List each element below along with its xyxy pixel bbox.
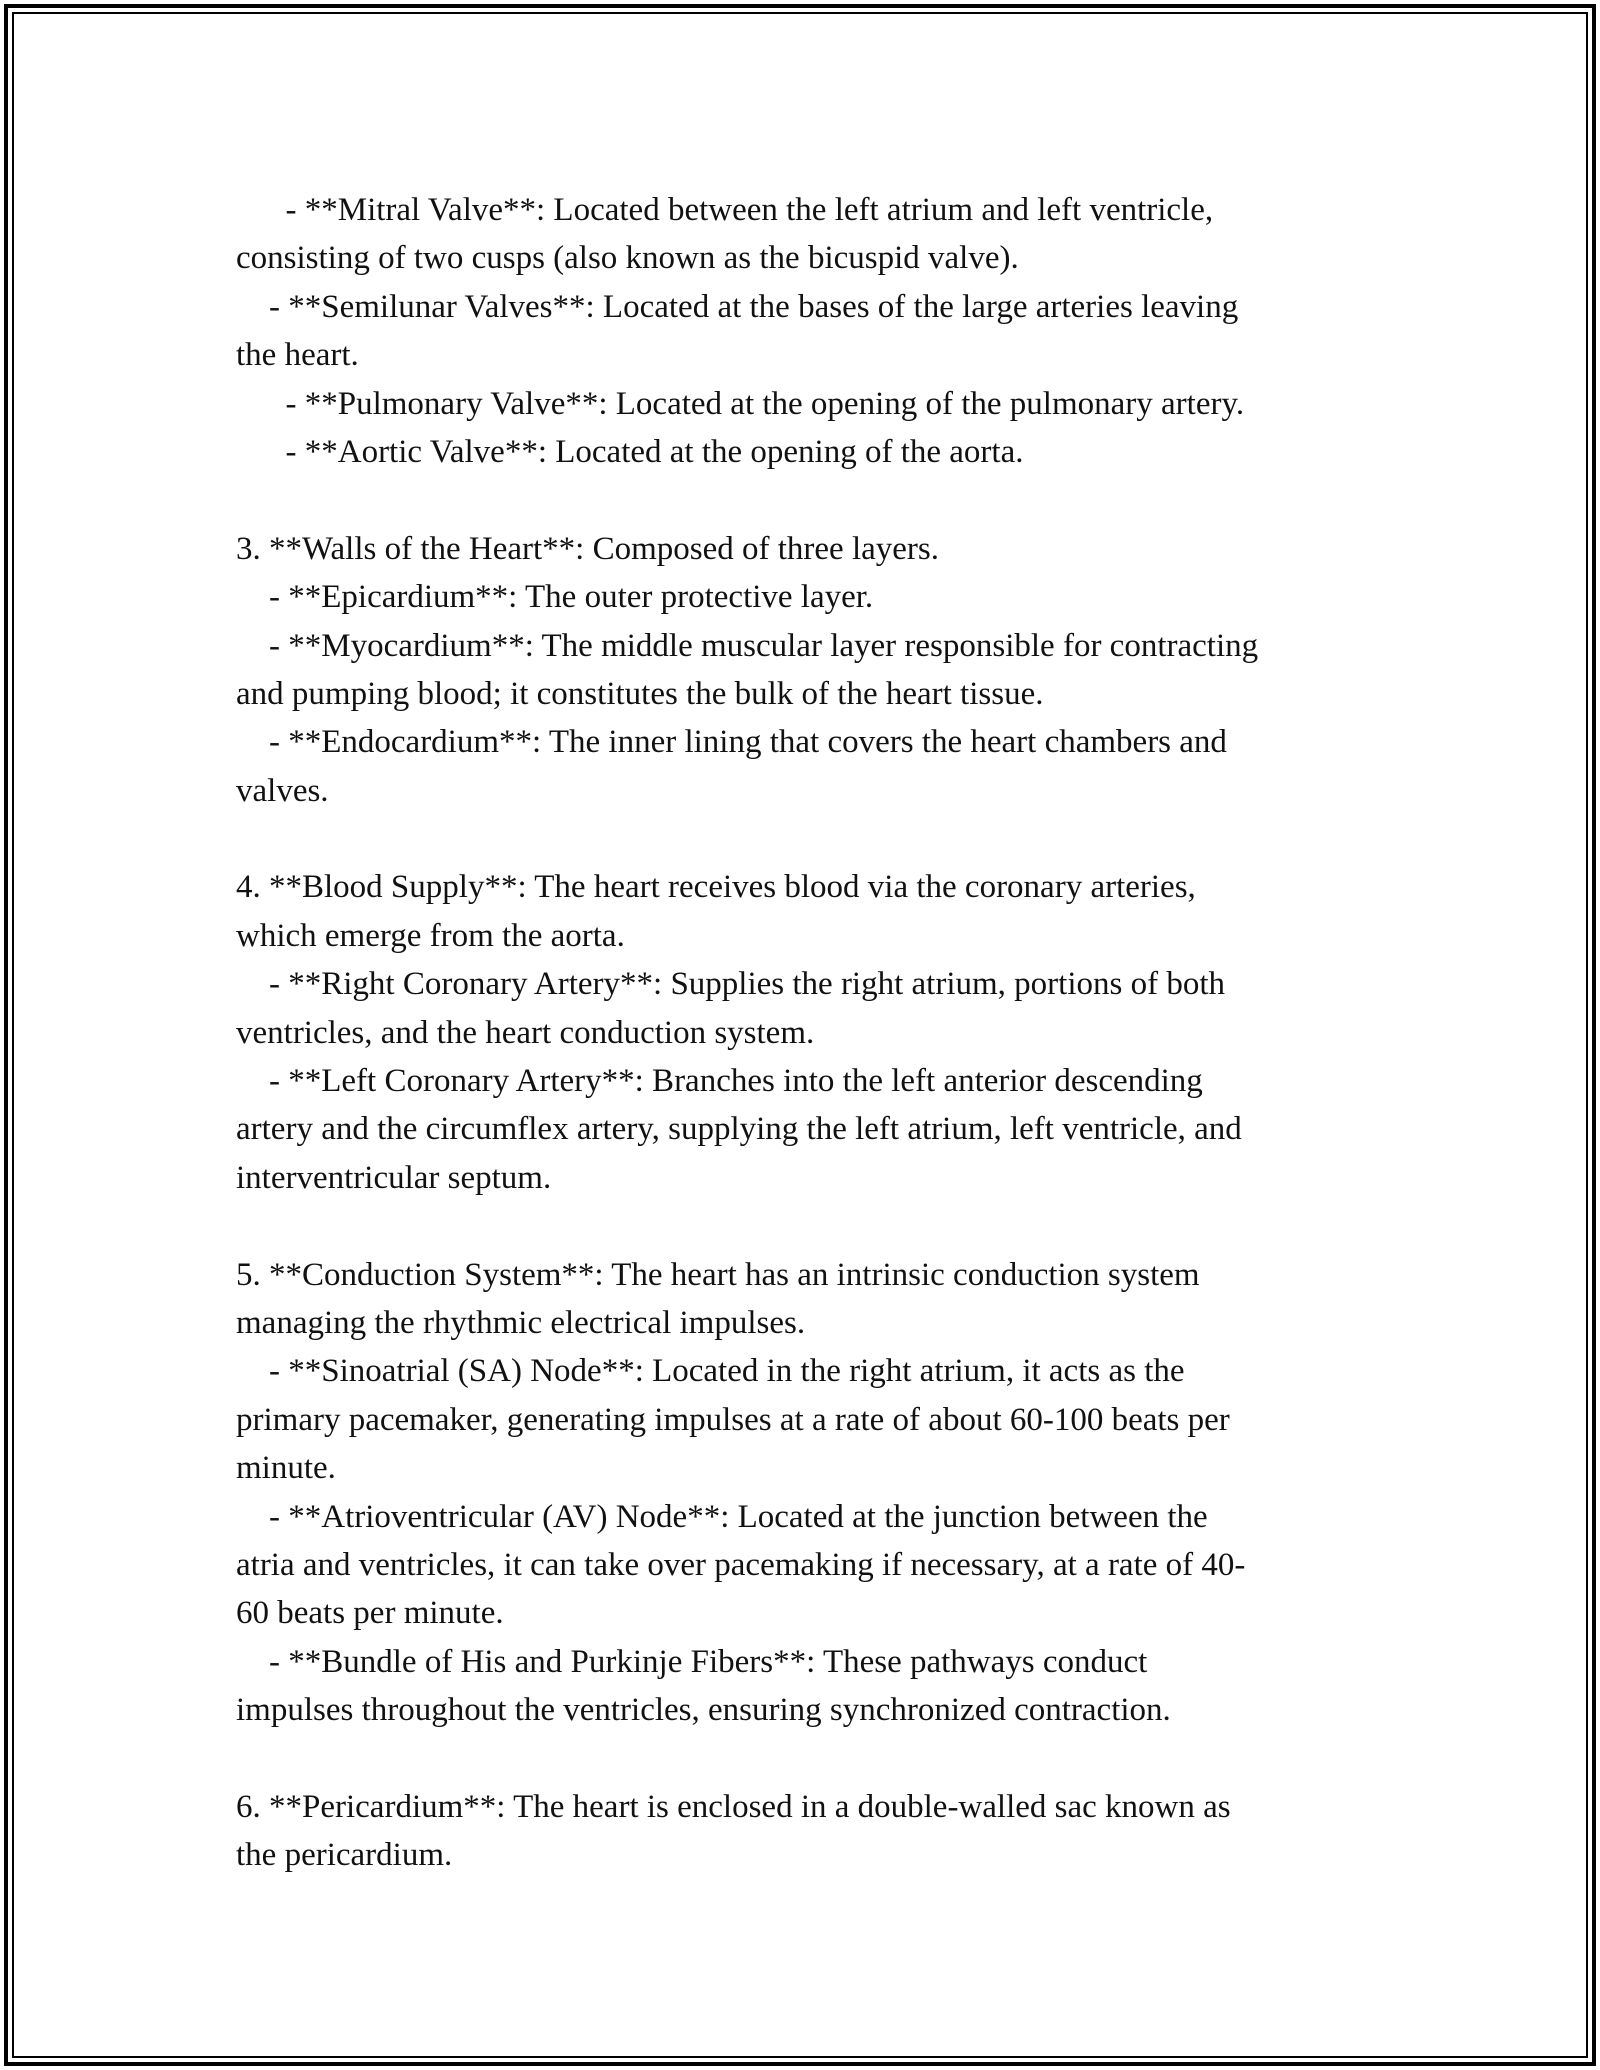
text-line: 6. **Pericardium**: The heart is enclosed in a double-walled sac known as (236, 1788, 1231, 1825)
text-line: managing the rhythmic electrical impulses. (236, 1304, 806, 1341)
text-line: artery and the circumflex artery, supplying the left atrium, left ventricle, and (236, 1111, 1242, 1148)
text-line: interventricular septum. (236, 1159, 552, 1196)
text-line: - **Bundle of His and Purkinje Fibers**: These pathways conduct (236, 1643, 1148, 1680)
text-line: - **Epicardium**: The outer protective layer. (236, 579, 874, 616)
text-line: 5. **Conduction System**: The heart has an intrinsic conduction system (236, 1256, 1200, 1293)
text-line: and pumping blood; it constitutes the bulk of the heart tissue. (236, 675, 1044, 712)
text-line: which emerge from the aorta. (236, 917, 625, 954)
text-line: impulses throughout the ventricles, ensuring synchronized contraction. (236, 1692, 1171, 1729)
text-line: - **Endocardium**: The inner lining that covers the heart chambers and (236, 724, 1227, 761)
text-line: ventricles, and the heart conduction system. (236, 1014, 815, 1051)
text-line: consisting of two cusps (also known as the bicuspid valve). (236, 240, 1019, 277)
text-line: valves. (236, 772, 329, 809)
text-line: - **Mitral Valve**: Located between the left atrium and left ventricle, (236, 192, 1214, 228)
text-line: minute. (236, 1450, 336, 1487)
text-line: primary pacemaker, generating impulses at a rate of about 60-100 beats per (236, 1401, 1230, 1438)
text-line: 4. **Blood Supply**: The heart receives blood via the coronary arteries, (236, 869, 1196, 906)
text-line: - **Myocardium**: The middle muscular layer responsible for contracting (236, 627, 1259, 664)
text-line: 60 beats per minute. (236, 1595, 504, 1632)
document-body (236, 186, 1376, 1880)
text-line: the heart. (236, 337, 359, 374)
text-line: the pericardium. (236, 1837, 453, 1874)
paragraph-gap (236, 815, 1376, 863)
paragraph-gap (236, 476, 1376, 524)
paragraph-gap (236, 1202, 1376, 1250)
paragraph-gap (236, 1735, 1376, 1783)
text-line: - **Atrioventricular (AV) Node**: Located at the junction between the (236, 1498, 1208, 1535)
text-line: - **Left Coronary Artery**: Branches into the left anterior descending (236, 1063, 1203, 1100)
text-line: - **Aortic Valve**: Located at the opening of the aorta. (236, 433, 1024, 470)
text-line: - **Right Coronary Artery**: Supplies the right atrium, portions of both (236, 966, 1225, 1003)
text-line: - **Pulmonary Valve**: Located at the opening of the pulmonary artery. (236, 385, 1245, 422)
text-line: atria and ventricles, it can take over pacemaking if necessary, at a rate of 40- (236, 1546, 1246, 1583)
text-line: - **Sinoatrial (SA) Node**: Located in the right atrium, it acts as the (236, 1353, 1185, 1390)
text-line: 3. **Walls of the Heart**: Composed of three layers. (236, 530, 939, 567)
text-line: - **Semilunar Valves**: Located at the bases of the large arteries leaving (236, 288, 1239, 325)
